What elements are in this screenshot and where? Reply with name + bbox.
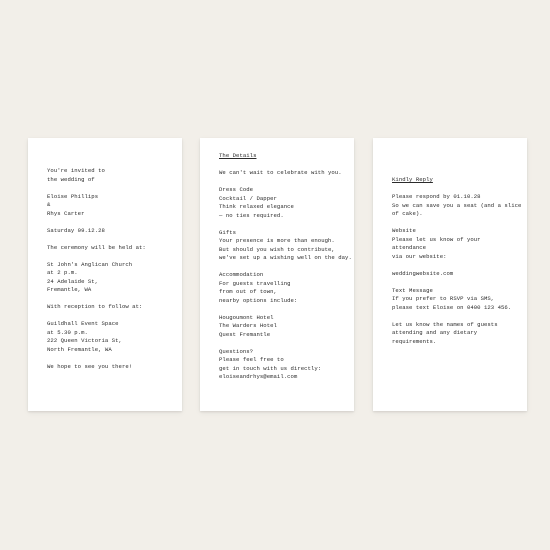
website-url-block [392, 270, 517, 279]
details-intro [219, 169, 344, 178]
text-line: via our website: [392, 252, 447, 260]
text-line: We hope to see you there! [47, 362, 133, 370]
respond-by-section [392, 193, 522, 219]
text-line: please text Eloise on 0400 123 456. [392, 303, 512, 311]
text-line: Questions? [219, 347, 254, 355]
text-line: Please let us know of your [392, 235, 481, 243]
dress-code-section [219, 186, 344, 220]
text-line: Text Message [392, 286, 433, 294]
text-line: If you prefer to RSVP via SMS, [392, 295, 495, 302]
text-line: Rhys Carter [47, 209, 85, 217]
invite-intro [47, 167, 172, 184]
text-line: attending and any dietary [392, 329, 478, 336]
website-url: weddingwebsite.com [392, 269, 454, 277]
text-line: The Warders Hotel [219, 322, 277, 329]
ceremony-intro [47, 244, 172, 253]
text-line: For guests travelling [219, 279, 291, 287]
text-line: 222 Queen Victoria St, [47, 337, 122, 344]
rsvp-card [373, 138, 527, 411]
text-line: & [47, 201, 51, 208]
text-line: Accommodation [219, 271, 264, 278]
text-line: Your presence is more than enough. [219, 237, 335, 244]
text-line: — no ties required. [219, 211, 284, 219]
dietary-section [392, 321, 517, 347]
text-line: Please respond by 01.10.28 [392, 193, 481, 200]
rsvp-heading: Kindly Reply [392, 176, 433, 183]
text-line: Saturday 09.12.28 [47, 226, 105, 234]
hotel-list [219, 314, 344, 340]
accommodation-section [219, 271, 344, 305]
website-section [392, 227, 517, 261]
text-line: You're invited to [47, 167, 105, 174]
text-line: St John's Anglican Church [47, 260, 133, 268]
text-line: 24 Adelaide St, [47, 277, 99, 285]
gifts-section [219, 228, 352, 263]
ceremony-venue [47, 261, 172, 295]
text-line: Think relaxed elegance [219, 203, 294, 210]
text-line: We can't wait to celebrate with you. [219, 169, 342, 176]
questions-section [219, 348, 344, 382]
text-line: get in touch with us directly: [219, 364, 322, 372]
text-line: But should you wish to contribute, [219, 245, 335, 253]
wedding-date [47, 227, 172, 236]
text-line: the wedding of [47, 175, 95, 183]
reception-intro [47, 303, 172, 312]
text-message-section [392, 287, 517, 313]
text-line: Let us know the names of guests [392, 320, 498, 328]
contact-email: eloiseandrhys@email.com [219, 373, 298, 380]
text-line: Dress Code [219, 186, 254, 193]
text-line: Fremantle, WA [47, 286, 92, 293]
text-line: of cake). [392, 210, 423, 217]
text-line: at 5.30 p.m. [47, 328, 88, 336]
text-line: Cocktail / Dapper [219, 194, 277, 202]
text-line: attendance [392, 244, 427, 251]
text-line: nearby options include: [219, 296, 298, 304]
text-line: we've set up a wishing well on the day. [219, 254, 352, 261]
text-line: The ceremony will be held at: [47, 243, 146, 251]
text-line: from out of town, [219, 288, 277, 295]
text-line: at 2 p.m. [47, 269, 78, 276]
closing-line [47, 363, 172, 372]
text-line: With reception to follow at: [47, 303, 143, 310]
text-line: Hougoumont Hotel [219, 313, 274, 321]
text-line: Guildhall Event Space [47, 320, 119, 327]
text-line: Website [392, 227, 416, 234]
details-heading: The Details [219, 152, 257, 159]
text-line: Please feel free to [219, 356, 284, 363]
details-card [200, 138, 354, 411]
couple-names [47, 193, 172, 219]
text-line: Gifts [219, 228, 237, 236]
text-line: North Fremantle, WA [47, 345, 112, 353]
text-line: Eloise Phillips [47, 192, 99, 200]
reception-venue [47, 320, 172, 354]
invitation-card [28, 138, 182, 411]
text-line: So we can save you a seat (and a slice [392, 201, 522, 209]
text-line: Quest Fremantle [219, 330, 271, 338]
text-line: requirements. [392, 337, 437, 345]
